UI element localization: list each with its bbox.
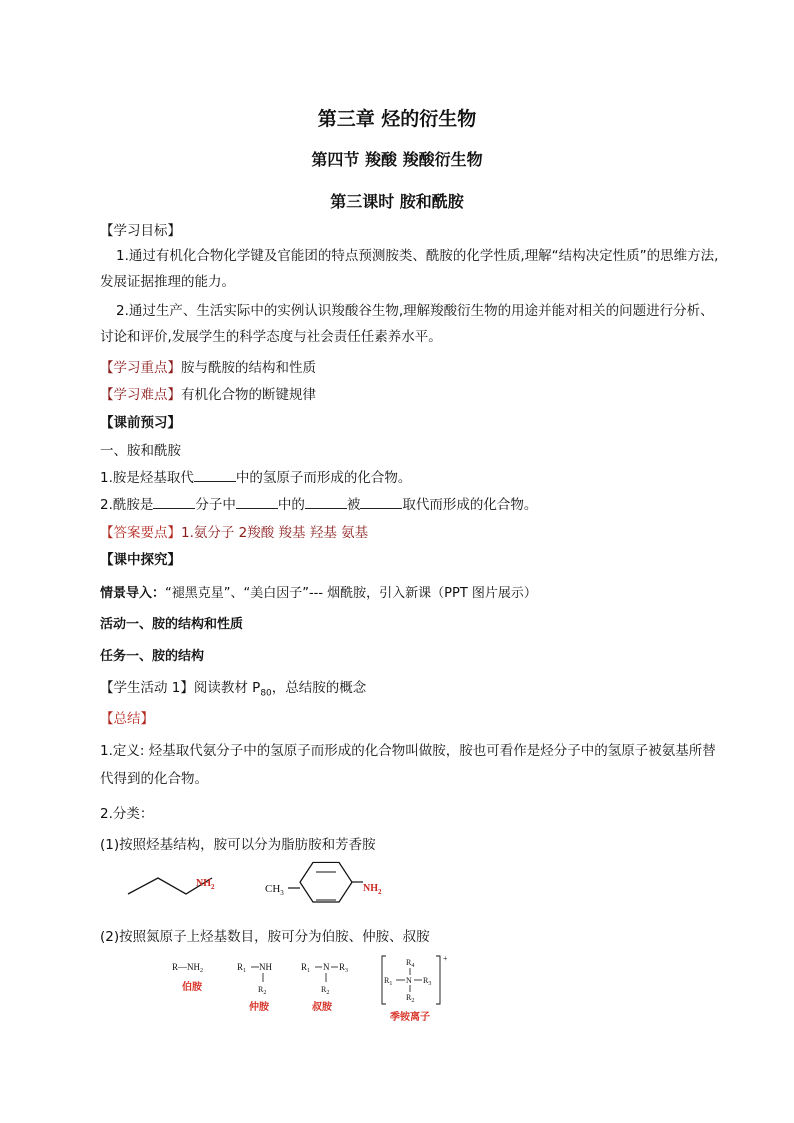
quaternary-r1: $R_1$ [384,976,393,987]
q2-text-c: 中的 [277,497,305,513]
difficulty-label: 【学习难点】 [100,387,181,403]
student-activity-text-b: ，总结胺的概念 [271,680,367,696]
answer-text: 1.氨分子 2羧酸 羧基 羟基 氨基 [181,525,369,541]
objectives-heading: 【学习目标】 [100,223,181,239]
activity-1-heading: 活动一、胺的结构和性质 [100,617,244,632]
q2-text-a: 2.酰胺是 [100,497,154,513]
objective-1: 1.通过有机化合物化学键及官能团的特点预测胺类、酰胺的化学性质,理解“结构决定性质”的思维方法,发展证据推理的能力。 [100,248,719,290]
quaternary-n: N [406,976,412,985]
tertiary-amine-label: 叔胺 [312,1002,332,1013]
amine-classes-figure [160,952,460,1024]
focus-label: 【学习重点】 [100,360,181,376]
student-activity-text-a: 【学生活动 1】阅读教材 P [100,680,261,696]
tertiary-r3: $R_3$ [339,962,349,974]
secondary-amine-label: 仲胺 [249,1002,269,1013]
quaternary-right-bracket [436,956,440,1004]
preview-heading: 【课前预习】 [100,415,181,431]
benzene-ring [300,862,352,902]
q1-text-b: 中的氢原子而形成的化合物。 [235,470,412,486]
quaternary-r4: $R_4$ [406,958,415,969]
student-activity-1 [100,676,366,699]
summary-label: 【总结】 [100,711,154,727]
primary-amine-formula: $R—NH_2$ [172,962,204,974]
q2-blank-4[interactable] [360,496,402,509]
q2-text-e: 取代而形成的化合物。 [402,497,538,513]
focus-text: 胺与酰胺的结构和性质 [181,360,316,376]
quaternary-ammonium-label: 季铵离子 [390,1012,430,1023]
tertiary-n: N [323,962,330,972]
amine-definition: 1.定义: 烃基取代氨分子中的氢原子而形成的化合物叫做胺，胺也可看作是烃分子中的氢原子被氨基所替代得到的化合物。 [100,743,716,787]
q2-text-d: 被 [346,497,361,513]
tertiary-r2: $R_2$ [321,985,330,996]
section-title: 第四节 羧酸 羧酸衍生物 [311,150,483,169]
answer-line [100,521,368,541]
quaternary-r3: $R_3$ [423,976,432,987]
toluidine-ch3: $CH_3$ [265,883,284,897]
intro-line [100,582,537,601]
task-1-heading: 任务一、胺的结构 [100,649,205,664]
explore-heading: 【课中探究】 [100,552,181,568]
preview-question-1 [100,466,411,486]
q2-blank-1[interactable] [153,496,195,509]
propylamine-nh2: $NH_2$ [196,878,215,891]
quaternary-r2: $R_2$ [406,993,415,1004]
classification-2: (2)按照氮原子上烃基数目，胺可分为伯胺、仲胺、叔胺 [100,929,430,945]
q2-blank-2[interactable] [236,496,278,509]
q1-blank[interactable] [194,469,236,482]
q1-text-a: 1.胺是烃基取代 [100,470,194,486]
q2-text-b: 分子中 [195,497,236,513]
tertiary-r1: $R_1$ [301,962,311,974]
intro-text: “褪黑克星”、“美白因子”--- 烟酰胺，引入新课（PPT 图片展示） [165,586,537,601]
primary-amine-label: 伯胺 [182,982,202,993]
classification-heading: 2.分类： [100,806,154,822]
focus-line [100,356,316,376]
amine-structures-figure [120,860,400,910]
q2-blank-3[interactable] [305,496,347,509]
classification-1: (1)按照烃基结构，胺可以分为脂肪胺和芳香胺 [100,837,376,853]
preview-question-2 [100,493,537,513]
difficulty-line [100,383,316,403]
secondary-nh: NH [259,962,272,972]
page-number-subscript: 80 [260,688,272,699]
answer-label: 【答案要点】 [100,525,181,541]
difficulty-text: 有机化合物的断键规律 [181,387,316,403]
toluidine-nh2: $NH_2$ [363,883,382,896]
lesson-title: 第三课时 胺和酰胺 [330,192,464,211]
intro-label: 情景导入： [100,586,166,601]
secondary-r2: $R_2$ [258,985,267,996]
objective-2: 2.通过生产、生活实际中的实例认识羧酸谷生物,理解羧酸衍生物的用途并能对相关的问题进行分析、讨论和评价,发展学生的科学态度与社会责任任素养水平。 [100,303,714,345]
quaternary-charge: + [443,954,448,963]
chapter-title: 第三章 烃的衍生物 [317,108,477,130]
preview-subheading: 一、胺和酰胺 [100,443,181,459]
secondary-r1: $R_1$ [237,962,247,974]
